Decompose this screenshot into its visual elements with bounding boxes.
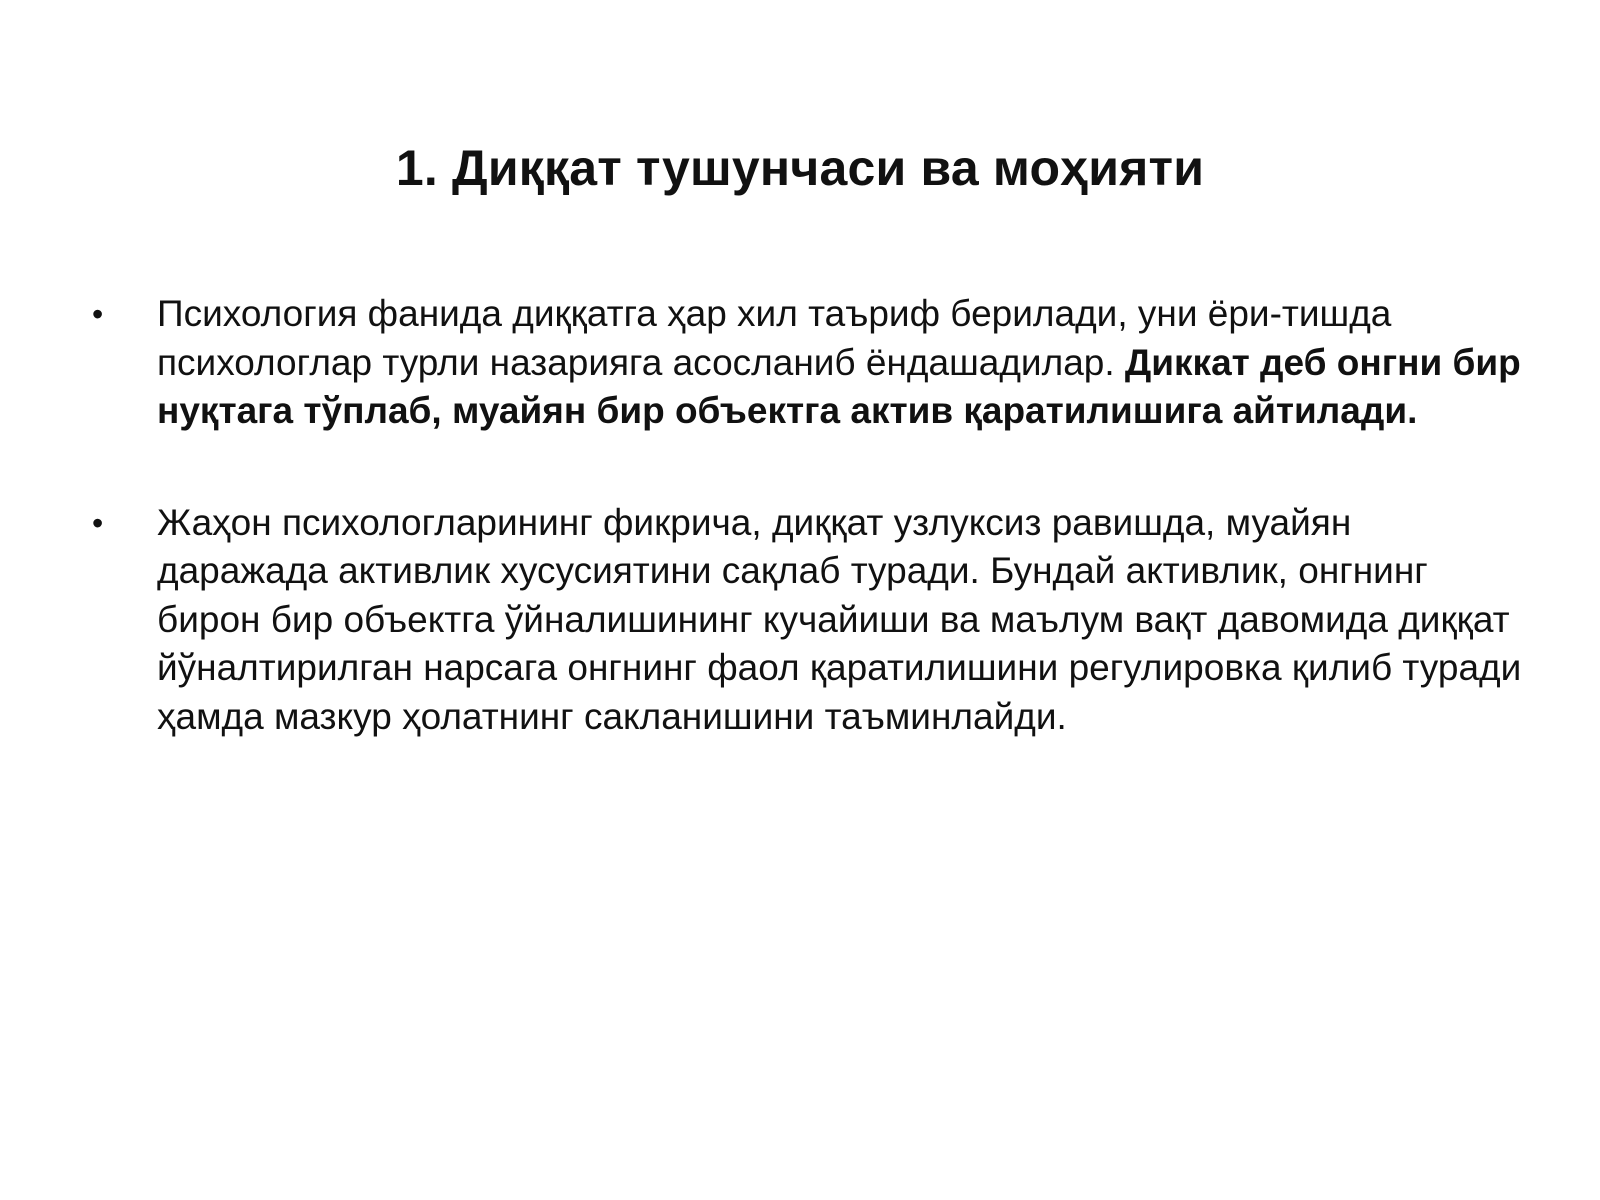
bullet-dot-icon: •	[92, 296, 104, 332]
bullet-item-world-view	[92, 499, 1532, 742]
bullet-item-definition	[92, 290, 1532, 436]
bullet-text-bold: Диккат деб онгни бир нуқтага тўплаб, муайян бир объектга актив қаратилишига айтилади.	[157, 341, 1521, 431]
bullet-text-regular: Жаҳон психологларининг фикрича, диққат узлуксиз равишда, муайян даражада активлик хусусиятини сақлаб туради. Бундай активлик, онгнинг бирон бир объектга ўйналишининг кучайиши ва маълум вақт давомида диққат йўналтирилган нарсага онгнинг фаол қаратилишини регулировка қилиб туради ҳамда мазкур ҳолатнинг сакланишини таъминлайди.	[157, 501, 1522, 737]
bullet-dot-icon: •	[92, 504, 104, 541]
slide-title	[0, 138, 1600, 198]
slide-title-text: 1. Диққат тушунчаси ва моҳияти	[395, 140, 1205, 196]
bullet-list	[92, 290, 1532, 804]
bullet-text-regular: Психология фанида диққатга ҳар хил таъриф берилади, уни ёри-тишда психологлар турли назарияга асосланиб ёндашадилар.	[157, 293, 1392, 383]
